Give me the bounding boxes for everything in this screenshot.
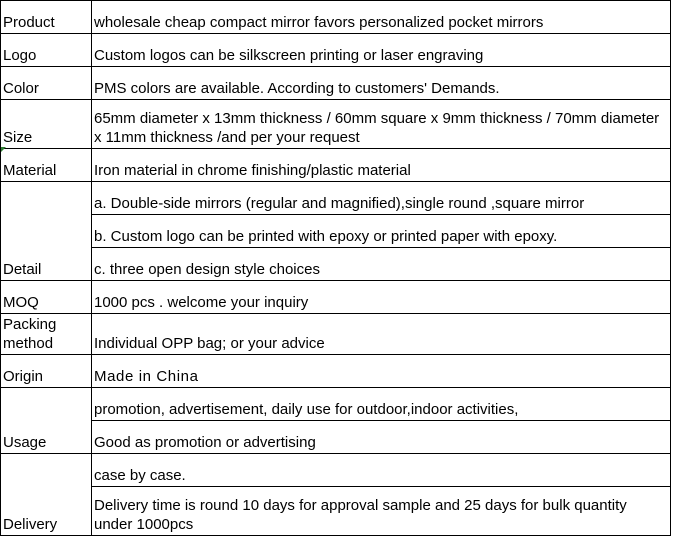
- value-detail-b: b. Custom logo can be printed with epoxy or printed paper with epoxy.: [92, 215, 671, 248]
- value-product: wholesale cheap compact mirror favors personalized pocket mirrors: [92, 1, 671, 34]
- label-product: Product: [1, 1, 92, 34]
- value-moq: 1000 pcs . welcome your inquiry: [92, 281, 671, 314]
- label-moq: MOQ: [1, 281, 92, 314]
- value-logo: Custom logos can be silkscreen printing or laser engraving: [92, 34, 671, 67]
- value-delivery-1: case by case.: [92, 454, 671, 487]
- row-detail-c: [1, 248, 671, 281]
- value-usage-2: Good as promotion or advertising: [92, 421, 671, 454]
- value-packing: Individual OPP bag; or your advice: [92, 314, 671, 355]
- label-origin: Origin: [1, 355, 92, 388]
- value-detail-c: c. three open design style choices: [92, 248, 671, 281]
- label-material: Material: [1, 149, 92, 182]
- value-usage-1: promotion, advertisement, daily use for outdoor,indoor activities,: [92, 388, 671, 421]
- value-color: PMS colors are available. According to customers' Demands.: [92, 67, 671, 100]
- row-size: [1, 100, 671, 149]
- label-color: Color: [1, 67, 92, 100]
- value-material: Iron material in chrome finishing/plastic material: [92, 149, 671, 182]
- label-detail: Detail: [1, 182, 92, 281]
- row-detail-b: [1, 215, 671, 248]
- row-usage-1: [1, 388, 671, 421]
- label-size: Size: [1, 100, 92, 149]
- label-packing: Packing method: [1, 314, 92, 355]
- row-packing: [1, 314, 671, 355]
- cell-marker-icon: [1, 147, 6, 152]
- value-detail-a: a. Double-side mirrors (regular and magnified),single round ,square mirror: [92, 182, 671, 215]
- row-moq: [1, 281, 671, 314]
- row-detail-a: [1, 182, 671, 215]
- row-color: [1, 67, 671, 100]
- row-usage-2: [1, 421, 671, 454]
- row-logo: [1, 34, 671, 67]
- row-delivery-1: [1, 454, 671, 487]
- label-delivery: Delivery: [1, 454, 92, 536]
- value-size: 65mm diameter x 13mm thickness / 60mm square x 9mm thickness / 70mm diameter x 11mm thickness /and per your request: [92, 100, 671, 149]
- label-usage: Usage: [1, 388, 92, 454]
- row-product: [1, 1, 671, 34]
- label-logo: Logo: [1, 34, 92, 67]
- value-delivery-2: Delivery time is round 10 days for approval sample and 25 days for bulk quantity under 1000pcs: [92, 487, 671, 536]
- row-origin: [1, 355, 671, 388]
- row-delivery-2: [1, 487, 671, 536]
- value-origin: Made in China: [92, 355, 671, 388]
- row-material: [1, 149, 671, 182]
